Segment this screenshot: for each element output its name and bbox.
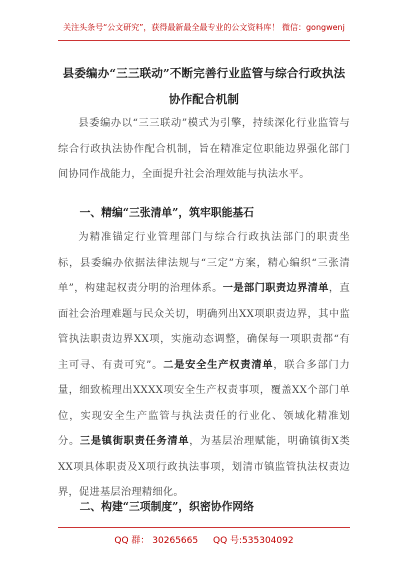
document-title-line-2: 协作配合机制 [168, 92, 240, 106]
section-1-text-d: ，为基层治理赋能，明确镇街X类XX项具体职责及X项行政执法事项，划清市镇监管执法权责边界，促进基层治理精细化。 [58, 436, 350, 498]
footer-qq-group: QQ 群： 30265665 [114, 536, 199, 546]
section-1-text-b: ，直面社会治理难题与民众关切，明确列出XX项职责边界，其中监管执法职责边界XX项，实施动态调整，确保每一项职责都“有主可寻、有责可究”。 [58, 283, 351, 371]
section-1-bold-1: 一是部门职责边界清单 [222, 282, 329, 294]
section-1-paragraph [58, 225, 350, 506]
document-title-line-1: 县委编办“三三联动”不断完善行业监管与综合行政执法 [62, 66, 346, 80]
footer-contact [0, 533, 408, 546]
section-2-heading: 二、构建“三项制度”，织密协作网络 [79, 500, 254, 513]
section-1-heading: 一、精编“三张清单”，筑牢职能基石 [79, 206, 254, 219]
section-1-text-a: 为精准锚定行业管理部门与综合行政执法部门的职责坐标，县委编办依据法律法规与“三定”方案，精心编织“三张清单”，构建起权责分明的治理体系。 [58, 232, 350, 294]
section-1-bold-3: 三是镇街职责任务清单 [79, 435, 190, 447]
footer-divider [58, 527, 350, 528]
section-1-bold-2: 二是安全生产权责清单 [163, 358, 274, 371]
intro-paragraph: 县委编办以“三三联动”模式为引擎，持续深化行业监管与综合行政执法协作配合机制，旨在精准定位职能边界强化部门间协同作战能力，全面提升社会治理效能与执法水平。 [58, 118, 350, 180]
footer-qq-number: QQ 号:535304092 [212, 536, 294, 546]
header-divider [58, 40, 350, 41]
section-1-text-c: ，联合多部门力量，细致梳理出XXXX项安全生产权责事项，覆盖XX个部门单位，实现安全生产监管与执法责任的行业化、领域化精准划分。 [58, 359, 350, 447]
header-banner: 关注头条号“公文研究”，获得最新最全最专业的公文资料库！ 微信：gongwenj [63, 23, 345, 32]
